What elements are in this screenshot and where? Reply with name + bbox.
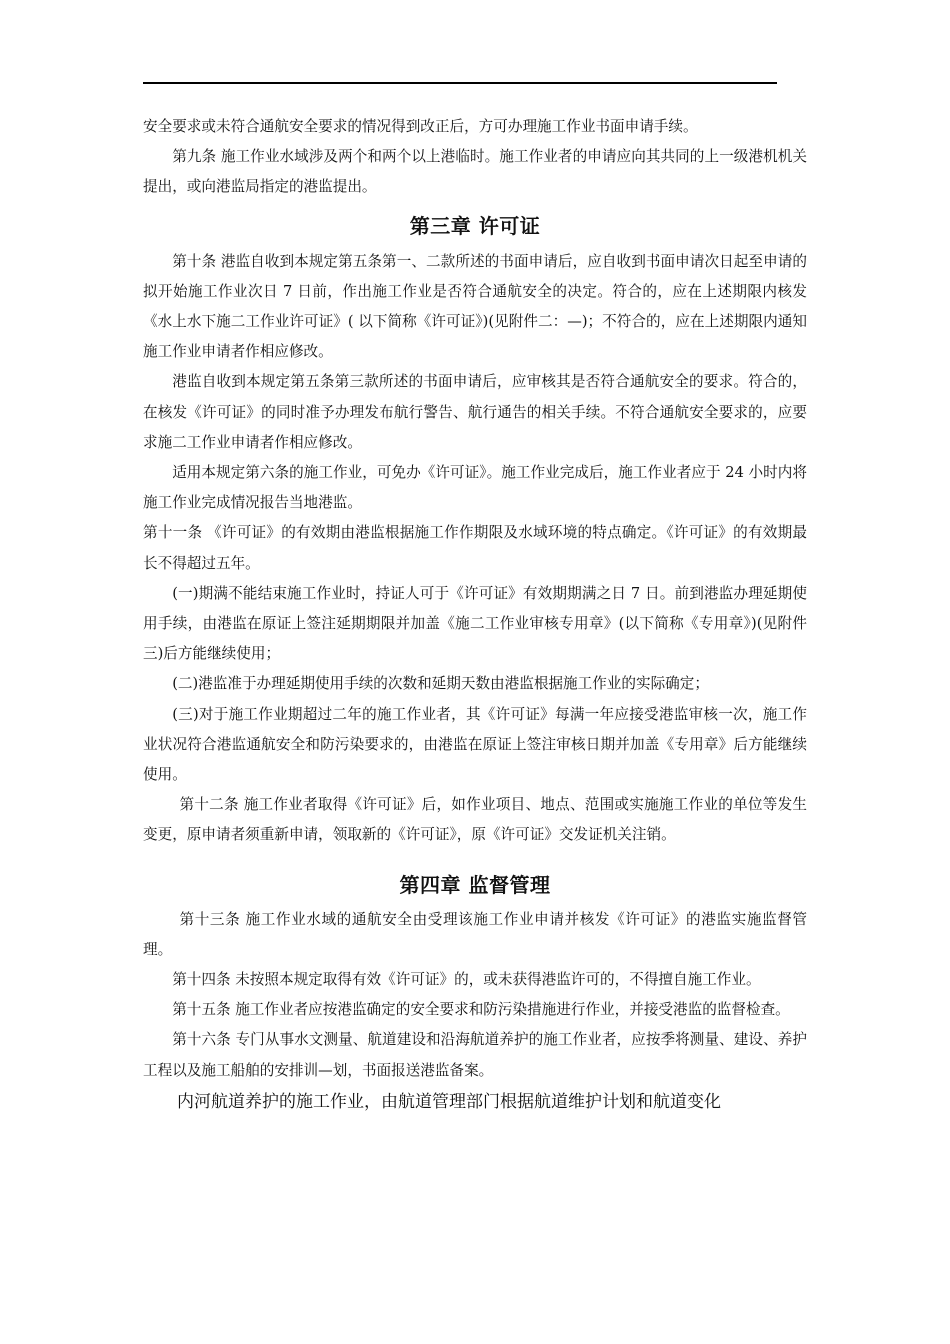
- document-body: [143, 112, 807, 1118]
- paragraph-article-13: 第十三条 施工作业水域的通航安全由受理该施工作业申请并核发《许可证》的港监实施监督管理。: [143, 910, 807, 958]
- list-item-3: (三)对于施工作业期超过二年的施工作业者，其《许可证》每满一年应接受港监审核一次，施工作业状况符合港监通航安全和防污染要求的，由港监在原证上签注审核日期并加盖《专用章》后方能继续使用。: [143, 705, 807, 784]
- paragraph: 适用本规定第六条的施工作业，可免办《许可证》。施工作业完成后，施工作业者应于 24 小时内将施工作业完成情况报告当地港监。: [143, 464, 807, 512]
- chapter-4-title: 第四章 监督管理: [399, 872, 551, 897]
- paragraph-article-12: 第十二条 施工作业者取得《许可证》后，如作业项目、地点、范围或实施施工作业的单位等发生变更，原申请者须重新申请，领取新的《许可证》，原《许可证》交发证机关注销。: [143, 796, 807, 844]
- paragraph: 港监自收到本规定第五条第三款所述的书面申请后，应审核其是否符合通航安全的要求。符合的，在核发《许可证》的同时准予办理发布航行警告、航行通告的相关手续。不符合通航安全要求的，应要求施二工作业申请者作相应修改。: [143, 373, 807, 451]
- chapter-3-title: 第三章 许可证: [409, 213, 541, 238]
- paragraph-article-14: 第十四条 未按照本规定取得有效《许可证》的，或未获得港监许可的，不得擅自施工作业。: [172, 971, 761, 989]
- paragraph-article-15: 第十五条 施工作业者应按港监确定的安全要求和防污染措施进行作业，并接受港监的监督检查。: [172, 1001, 790, 1019]
- list-item-1: (一)期满不能结束施工作业时，持证人可于《许可证》有效期期满之日 7 日。前到港监办理延期使用手续，由港监在原证上签注延期期限并加盖《施二工作业审核专用章》(以下简称《专用章》)(见附件三)后方能继续使用；: [143, 584, 807, 663]
- list-item-2: (二)港监准于办理延期使用手续的次数和延期天数由港监根据施工作业的实际确定；: [172, 675, 709, 693]
- header-rule: [143, 82, 777, 84]
- paragraph-article-11: 第十一条 《许可证》的有效期由港监根据施工作作期限及水域环境的特点确定。《许可证》的有效期最长不得超过五年。: [143, 524, 807, 572]
- paragraph-article-16: 第十六条 专门从事水文测量、航道建设和沿海航道养护的施工作业者，应按季将测量、建设、养护工程以及施工船舶的安排训—划，书面报送港监备案。: [143, 1031, 807, 1079]
- paragraph: 内河航道养护的施工作业，由航道管理部门根据航道维护计划和航道变化: [177, 1091, 721, 1112]
- paragraph-article-10: 第十条 港监自收到本规定第五条第一、二款所述的书面申请后，应自收到书面申请次日起至申请的拟开始施工作业次日 7 日前，作出施工作业是否符合通航安全的决定。符合的，应在上述期限内核发《水上水下施二工作业许可证》( 以下简称《许可证》)(见附件二：—)；不符合的，应在上述期限内通知施工作业申请者作相应修改。: [143, 252, 807, 361]
- paragraph: 安全要求或未符合通航安全要求的情况得到改正后，方可办理施工作业书面申请手续。: [143, 118, 698, 135]
- paragraph-article-9: 第九条 施工作业水域涉及两个和两个以上港临时。施工作业者的申请应向其共同的上一级港机机关提出，或向港监局指定的港监提出。: [143, 148, 807, 196]
